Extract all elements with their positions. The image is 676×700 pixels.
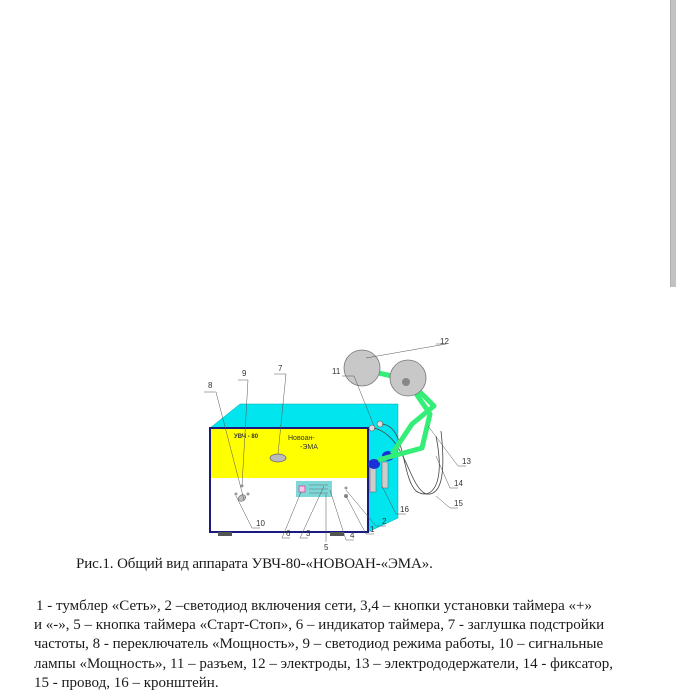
legend-line: 1 - тумблер «Сеть», 2 –светодиод включения сети, 3,4 – кнопки установки таймера «+»: [36, 598, 592, 614]
svg-text:9: 9: [242, 369, 247, 378]
svg-text:4: 4: [350, 531, 355, 540]
svg-text:12: 12: [440, 337, 449, 346]
svg-text:1: 1: [370, 525, 375, 534]
svg-text:11: 11: [332, 367, 341, 376]
device-brand-label-1: Новоан-: [288, 435, 315, 442]
figure-caption: Рис.1. Общий вид аппарата УВЧ-80-«НОВОАН-«ЭМА».: [76, 556, 433, 572]
scrollbar-thumb[interactable]: [670, 0, 676, 287]
svg-text:10: 10: [256, 519, 265, 528]
device-figure: [196, 336, 486, 552]
electrode-left: [344, 350, 380, 386]
svg-text:15: 15: [454, 499, 463, 508]
electrode-right: [390, 360, 426, 396]
legend-line: лампы «Мощность», 11 – разъем, 12 – электроды, 13 – электрододержатели, 14 - фиксатор,: [34, 655, 613, 672]
svg-text:8: 8: [208, 381, 213, 390]
legend-line: частоты, 8 - переключатель «Мощность», 9 – светодиод режима работы, 10 – сигнальные: [34, 636, 604, 653]
timer-indicator: [299, 486, 305, 492]
figure-legend: [34, 597, 654, 693]
legend-line: и «-», 5 – кнопка таймера «Старт-Стоп», 6 – индикатор таймера, 7 - заглушка подстройки: [34, 617, 605, 634]
svg-text:16: 16: [400, 505, 409, 514]
frequency-plug: [270, 454, 286, 462]
svg-text:7: 7: [278, 364, 283, 373]
svg-text:6: 6: [286, 529, 291, 538]
power-led: [345, 487, 348, 490]
device-model-label: УВЧ - 80: [234, 434, 259, 440]
legend-line: 15 - провод, 16 – кронштейн.: [34, 674, 219, 691]
svg-text:2: 2: [382, 517, 387, 526]
svg-text:5: 5: [324, 543, 329, 552]
svg-text:14: 14: [454, 479, 463, 488]
svg-text:13: 13: [462, 457, 471, 466]
device-brand-label-2: -ЭМА: [300, 444, 318, 451]
svg-text:3: 3: [306, 529, 311, 538]
front-panel-lower: [210, 478, 368, 532]
